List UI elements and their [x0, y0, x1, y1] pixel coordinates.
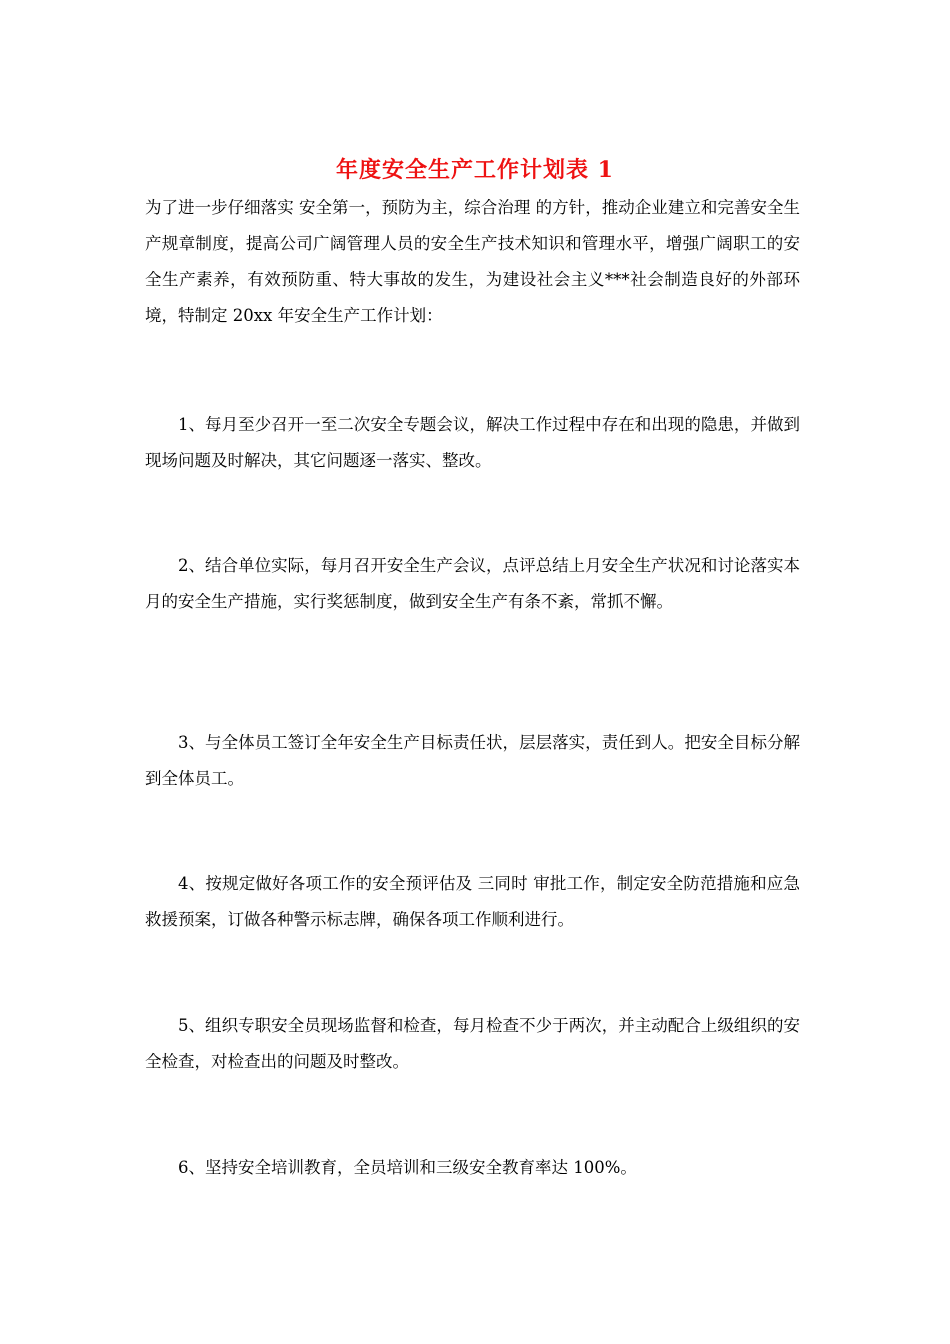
plan-item-5: 5、组织专职安全员现场监督和检查，每月检查不少于两次，并主动配合上级组织的安全检查，对检查出的问题及时整改。 [145, 1016, 800, 1071]
document-title: 年度安全生产工作计划表 1 [336, 157, 614, 183]
plan-item-4: 4、按规定做好各项工作的安全预评估及 三同时 审批工作，制定安全防范措施和应急救援预案，订做各种警示标志牌，确保各项工作顺利进行。 [145, 874, 800, 929]
intro-paragraph: 为了进一步仔细落实 安全第一，预防为主，综合治理 的方针，推动企业建立和完善安全生产规章制度，提高公司广阔管理人员的安全生产技术知识和管理水平，增强广阔职工的安全生产素养，有效预防重、特大事故的发生，为建设社会主义***社会制造良好的外部环境，特制定 20xx 年安全生产工作计划： [145, 198, 800, 325]
plan-item-3: 3、与全体员工签订全年安全生产目标责任状，层层落实，责任到人。把安全目标分解到全体员工。 [145, 733, 800, 788]
plan-item-1: 1、每月至少召开一至二次安全专题会议，解决工作过程中存在和出现的隐患，并做到现场问题及时解决，其它问题逐一落实、整改。 [145, 415, 800, 470]
plan-item-2: 2、结合单位实际，每月召开安全生产会议，点评总结上月安全生产状况和讨论落实本月的安全生产措施，实行奖惩制度，做到安全生产有条不紊，常抓不懈。 [145, 556, 800, 611]
plan-item-6: 6、坚持安全培训教育，全员培训和三级安全教育率达 100%。 [178, 1158, 637, 1177]
